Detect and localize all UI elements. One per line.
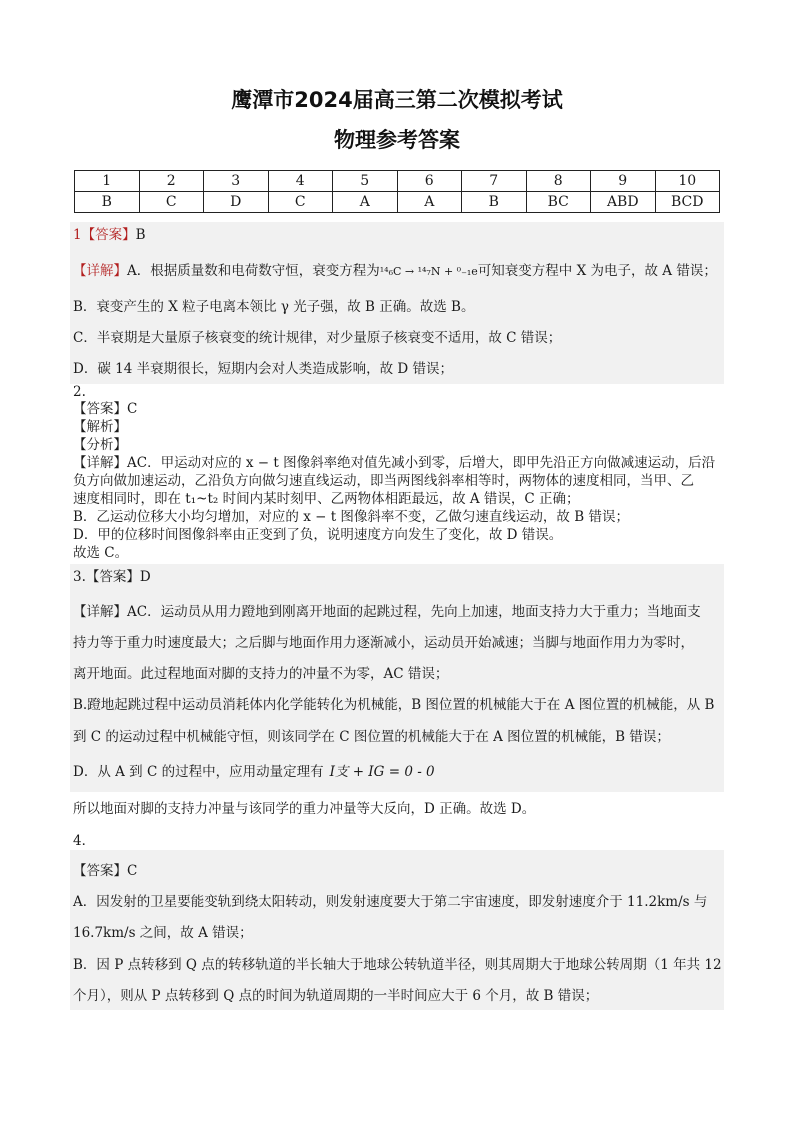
answer-cell: D bbox=[204, 192, 269, 213]
q2-line-4: B．乙运动位移大小均匀增加，对应的 x − t 图像斜率不变，乙做匀速直线运动，故 B 错误； bbox=[73, 509, 629, 525]
question-number-cell: 5 bbox=[333, 171, 398, 192]
q1-detail-a2-text: 可知衰变方程中 X 为电子，故 A 错误； bbox=[477, 263, 717, 279]
question-number-cell: 10 bbox=[655, 171, 720, 192]
q3-line-1: 【详解】AC．运动员从用力蹬地到刚离开地面的起跳过程，先向上加速，地面支持力大于重力；当地面支 bbox=[73, 604, 701, 620]
q1-detail-a bbox=[73, 262, 717, 281]
q3-line-4: B.蹬地起跳过程中运动员消耗体内化学能转化为机械能，B 图位置的机械能大于在 A 图位置的机械能，从 B bbox=[73, 697, 715, 713]
q3-line-2: 持力等于重力时速度最大；之后脚与地面作用力逐渐减小，运动员开始减速；当脚与地面作用力为零时， bbox=[73, 635, 694, 651]
q3-line-6-text: D．从 A 到 C 的过程中，应用动量定理有 bbox=[73, 764, 324, 780]
q4-line-2: 16.7km/s 之间，故 A 错误； bbox=[73, 925, 253, 941]
q3-line-5: 到 C 的运动过程中机械能守恒，则该同学在 C 图位置的机械能大于在 A 图位置的机械能，B 错误； bbox=[73, 729, 670, 745]
answer-table-number-row bbox=[75, 171, 720, 192]
answer-cell: C bbox=[139, 192, 204, 213]
q3-line-7: 所以地面对脚的支持力冲量与该同学的重力冲量等大反向，D 正确。故选 D。 bbox=[73, 801, 536, 817]
answer-cell: ABD bbox=[591, 192, 656, 213]
answer-cell: BC bbox=[526, 192, 591, 213]
q1-answer: B bbox=[135, 227, 146, 243]
q4-line-3: B．因 P 点转移到 Q 点的转移轨道的半长轴大于地球公转轨道半径，则其周期大于地球公转周期（1 年共 12 bbox=[73, 957, 722, 973]
q1-line-c: C．半衰期是大量原子核衰变的统计规律，对少量原子核衰变不适用，故 C 错误； bbox=[73, 330, 562, 346]
q1-line-b: B．衰变产生的 X 粒子电离本领比 γ 光子强，故 B 正确。故选 B。 bbox=[73, 299, 475, 315]
q1-detail-tag: 【详解】 bbox=[73, 263, 127, 279]
q1-detail-a-text: A．根据质量数和电荷数守恒，衰变方程为 bbox=[127, 263, 380, 279]
q4-line-1: A．因发射的卫星要能变轨到绕太阳转动，则发射速度要大于第二宇宙速度，即发射速度介于 11.2km/s 与 bbox=[73, 894, 708, 910]
page-subtitle: 物理参考答案 bbox=[334, 128, 460, 152]
answer-table bbox=[74, 170, 720, 213]
q2-answer-line bbox=[73, 400, 137, 418]
question-number-cell: 8 bbox=[526, 171, 591, 192]
q2-line-6: 故选 C。 bbox=[73, 545, 129, 561]
q2-fenxi: 【分析】 bbox=[73, 437, 127, 453]
q2-number: 2. bbox=[73, 384, 86, 400]
answer-cell: C bbox=[268, 192, 333, 213]
answer-cell: B bbox=[462, 192, 527, 213]
page-title: 鹰潭市2024届高三第二次模拟考试 bbox=[231, 88, 563, 112]
q3-heading: 3.【答案】D bbox=[73, 569, 151, 585]
question-number-cell: 7 bbox=[462, 171, 527, 192]
question-number-cell: 9 bbox=[591, 171, 656, 192]
q3-line-6 bbox=[73, 763, 435, 781]
answer-cell: A bbox=[397, 192, 462, 213]
answer-table-answer-row bbox=[75, 192, 720, 213]
answer-cell: BCD bbox=[655, 192, 720, 213]
q3-momentum-equation: I支 + IG = 0 - 0 bbox=[329, 764, 435, 780]
q1-line-d: D．碳 14 半衰期很长，短期内会对人类造成影响，故 D 错误； bbox=[73, 361, 453, 377]
q2-line-1: 【详解】AC．甲运动对应的 x − t 图像斜率绝对值先减小到零，后增大，即甲先沿正方向做减速运动，后沿 bbox=[73, 455, 716, 471]
q2-jiexi: 【解析】 bbox=[73, 419, 127, 435]
question-number-cell: 4 bbox=[268, 171, 333, 192]
answer-cell: A bbox=[333, 192, 398, 213]
question-number-cell: 2 bbox=[139, 171, 204, 192]
q4-number: 4． bbox=[73, 833, 96, 849]
question-number-cell: 3 bbox=[204, 171, 269, 192]
q4-line-4: 个月），则从 P 点转移到 Q 点的时间为轨道周期的一半时间应大于 6 个月，故 B 错误； bbox=[73, 988, 599, 1004]
q1-equation: ¹⁴₆C → ¹⁴₇N + ⁰₋₁e bbox=[379, 265, 478, 278]
q2-line-3: 速度相同时，即在 t₁~t₂ 时间内某时刻甲、乙两物体相距最远，故 A 错误，C 正确； bbox=[73, 491, 580, 507]
answer-cell: B bbox=[75, 192, 140, 213]
q2-line-2: 负方向做加速运动，乙沿负方向做匀速直线运动，即当两图线斜率相等时，两物体的速度相同，当甲、乙 bbox=[73, 473, 694, 489]
q3-line-3: 离开地面。此过程地面对脚的支持力的冲量不为零，AC 错误； bbox=[73, 666, 449, 682]
q4-heading: 【答案】C bbox=[73, 863, 138, 879]
q2-answer: C bbox=[127, 401, 138, 417]
q1-heading bbox=[73, 226, 146, 244]
q2-line-5: D．甲的位移时间图像斜率由正变到了负，说明速度方向发生了变化，故 D 错误。 bbox=[73, 527, 563, 543]
q1-answer-tag: 1【答案】 bbox=[73, 227, 136, 243]
question-number-cell: 6 bbox=[397, 171, 462, 192]
question-number-cell: 1 bbox=[75, 171, 140, 192]
q2-answer-tag: 【答案】 bbox=[73, 401, 127, 417]
